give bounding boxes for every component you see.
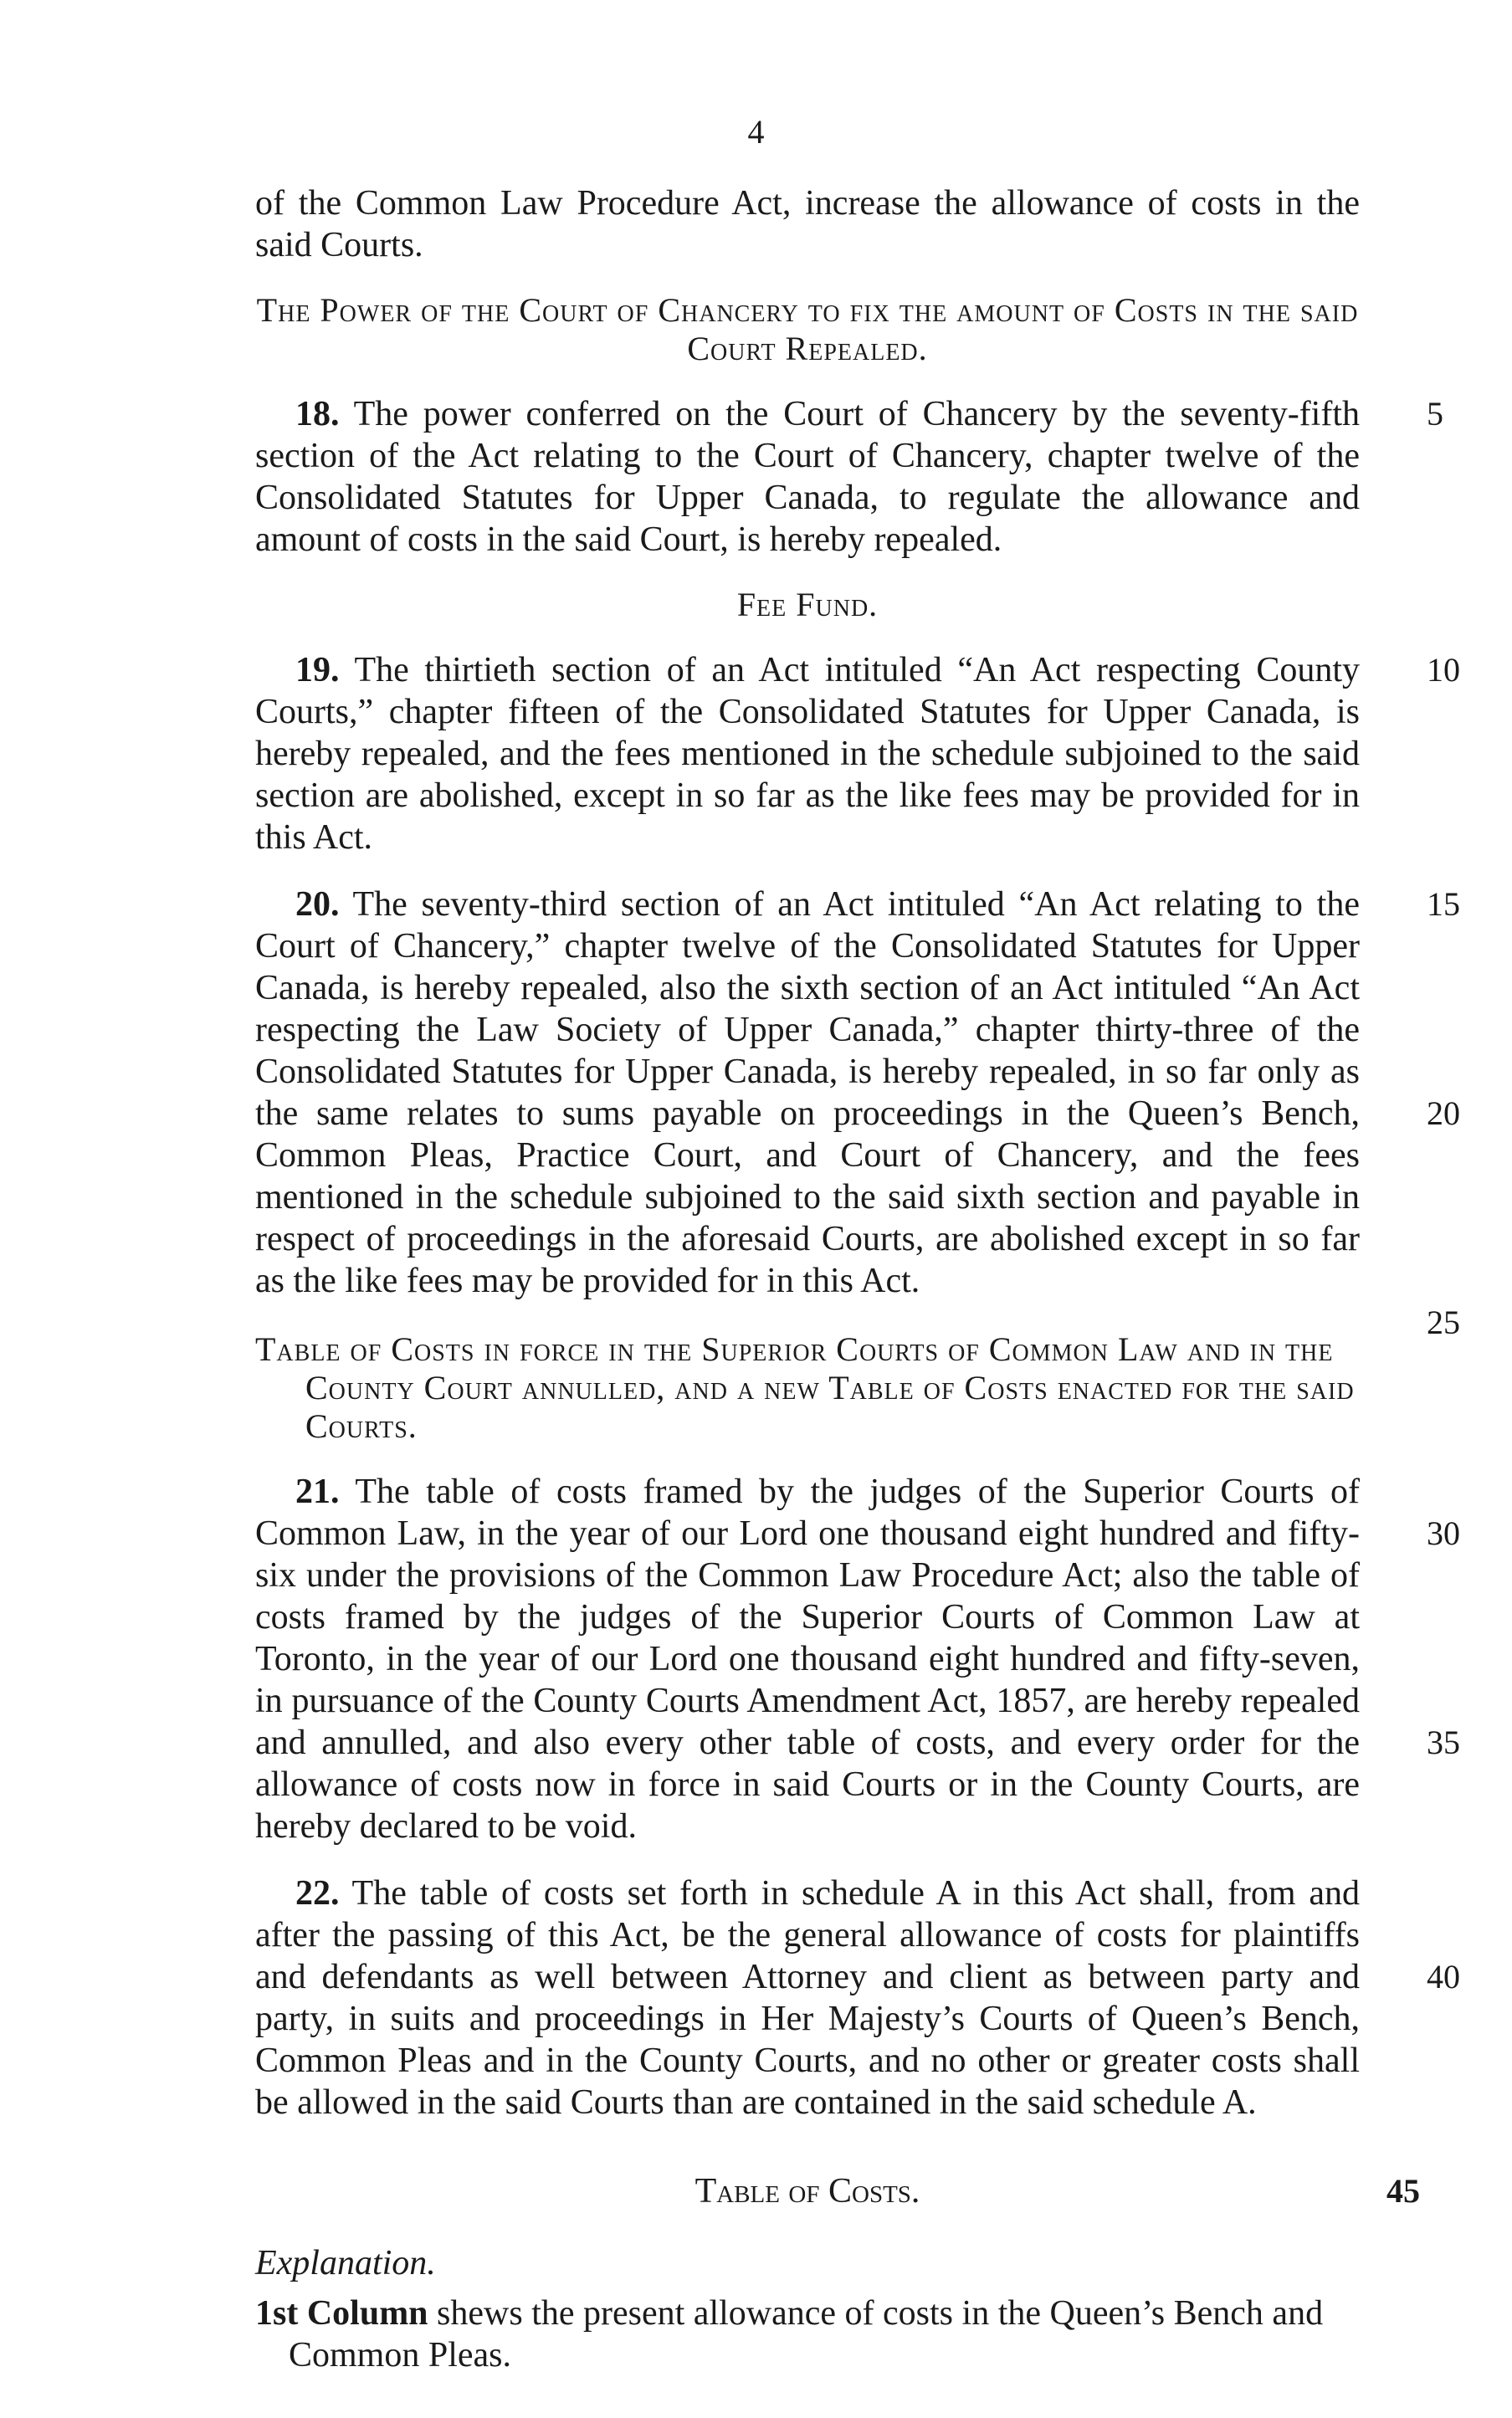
section-21 — [255, 1471, 1460, 1847]
section-text: The seventy-third section of an Act intituled “An Act relating to the Court of Chancery,” chapter twelve of the Consolidated Statutes for Upper Canada, is hereby repealed, also the sixth section of an Act intituled “An Act respecting the Law Society of Upper Canada,” chapter thirty-three of the Consolidated Statutes for Upper Canada, is hereby repealed, in so far only as the same relates to sums payable on proceedings in the Queen’s Bench, Common Pleas, Practice Court, and Court of Chancery, and the fees mentioned in the schedule subjoined to the said sixth section and payable in respect of proceedings in the aforesaid Courts, are abolished except in so far as the like fees may be provided for in this Act. — [255, 885, 1360, 1300]
section-number: 20. — [295, 885, 340, 924]
section-text: The thirtieth section of an Act intituled “An Act respecting County Courts,” chapter fifteen of the Consolidated Statutes for Upper Canada, is hereby repealed, and the fees mentioned in the schedule subjoined to the said section are abolished, except in so far as the like fees may be provided for in this Act. — [255, 651, 1361, 857]
line-number-5: 5 — [1427, 395, 1443, 433]
line-number-35: 35 — [1427, 1724, 1460, 1761]
line-number-20: 20 — [1427, 1094, 1460, 1132]
section-heading-chancery-costs: The Power of the Court of Chancery to fix the amount of Costs in the said Court Repealed. — [256, 291, 1359, 367]
section-text: The power conferred on the Court of Chancery by the seventy-fifth section of the Act relating to the Court of Chancery, chapter twelve of the Consolidated Statutes for Upper Canada, to regulate the allowance and amount of costs in the said Court, is hereby repealed. — [255, 395, 1360, 559]
column-label: 1st Column — [255, 2294, 428, 2333]
line-number-15: 15 — [1427, 885, 1460, 923]
section-number: 21. — [295, 1473, 340, 1511]
section-heading-table-of-costs-annulled: Table of Costs in force in the Superior Courts of Common Law and in the County Court annulled, and a new Table of Costs enacted for the said Courts. — [255, 1330, 1355, 1445]
explanation-label: Explanation. — [255, 2244, 436, 2282]
section-22 — [255, 1872, 1460, 2123]
line-number-25: 25 — [1427, 1304, 1460, 1341]
section-18 — [255, 393, 1443, 561]
table-of-costs-heading — [255, 2170, 1420, 2212]
section-text: The table of costs framed by the judges of the Superior Courts of Common Law, in the year of our Lord one thousand eight hundred and fifty-six under the provisions of the Common Law Procedure Act; also the table of costs framed by the judges of the Superior Courts of Common Law at Toronto, in the year of our Lord one thousand eight hundred and fifty-seven, in pursuance of the County Courts Amendment Act, 1857, are hereby repealed and annulled, and also every other table of costs, and every order for the allowance of costs now in force in said Courts or in the County Courts, are hereby declared to be void. — [255, 1473, 1360, 1846]
line-number-30: 30 — [1427, 1514, 1460, 1552]
section-number: 22. — [295, 1874, 340, 1913]
continuation-paragraph: of the Common Law Procedure Act, increase the allowance of costs in the said Courts. — [255, 184, 1360, 264]
table-of-costs-title: Table of Costs. — [694, 2172, 920, 2211]
line-number-40: 40 — [1427, 1958, 1460, 1995]
column-text: shews the present allowance of costs in the Queen’s Bench and Common Pleas. — [289, 2294, 1324, 2374]
line-number-45: 45 — [1386, 2172, 1420, 2210]
section-heading-fee-fund: Fee Fund. — [736, 586, 879, 623]
page-number: 4 — [747, 113, 765, 151]
section-number: 18. — [295, 395, 340, 433]
section-19 — [255, 649, 1460, 858]
section-number: 19. — [295, 651, 340, 689]
section-20 — [255, 884, 1460, 1341]
column-description — [255, 2292, 1360, 2376]
page-body — [255, 182, 1460, 2376]
section-text: The table of costs set forth in schedule A in this Act shall, from and after the passing of this Act, be the general allowance of costs for plaintiffs and defendants as well between Attorney and client as between party and party, in suits and proceedings in Her Majesty’s Courts of Queen’s Bench, Common Pleas and in the County Courts, and no other or greater costs shall be allowed in the said Courts than are contained in the said schedule A. — [255, 1874, 1360, 2122]
line-number-10: 10 — [1427, 651, 1460, 689]
